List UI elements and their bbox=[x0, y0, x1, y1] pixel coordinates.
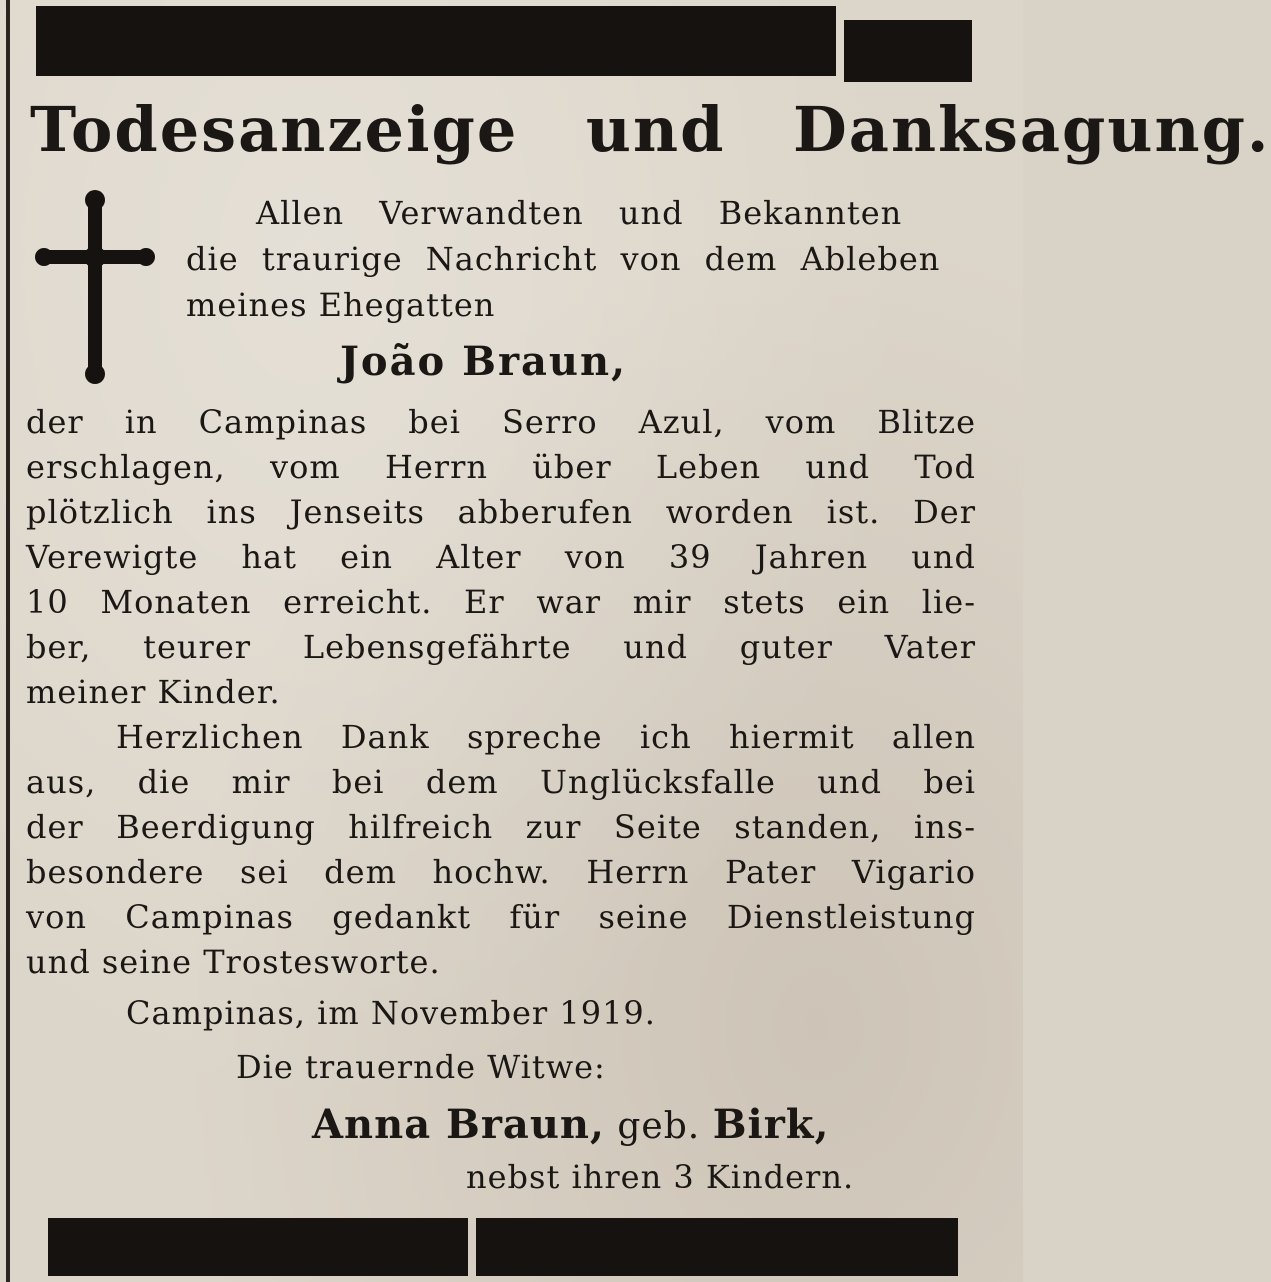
mourning-border-top-left bbox=[36, 6, 836, 76]
headline: Todesanzeige und Danksagung. bbox=[30, 93, 1271, 166]
body-line: erschlagen, vom Herrn über Leben und Tod bbox=[26, 448, 976, 486]
intro-line: die traurige Nachricht von dem Ableben bbox=[186, 240, 941, 278]
intro-text bbox=[186, 190, 976, 328]
body-line: und seine Trostesworte. bbox=[26, 943, 441, 981]
mourning-border-top-right bbox=[844, 20, 972, 82]
mourning-border-bottom-left bbox=[48, 1218, 468, 1276]
body-line: Herzlichen Dank spreche ich hiermit allen bbox=[116, 718, 976, 756]
body-text bbox=[26, 400, 976, 985]
nee-label: geb. bbox=[617, 1106, 701, 1147]
mourner-label: Die trauernde Witwe: bbox=[236, 1048, 606, 1086]
body-line: plötzlich ins Jenseits abberufen worden ist. Der bbox=[26, 493, 976, 531]
body-line: 10 Monaten erreicht. Er war mir stets ein lie- bbox=[26, 583, 976, 621]
cross-icon bbox=[34, 188, 156, 386]
body-line: von Campinas gedankt für seine Dienstleistung bbox=[26, 898, 976, 936]
body-line: aus, die mir bei dem Unglücksfalle und bei bbox=[26, 763, 976, 801]
deceased-name: João Braun, bbox=[340, 338, 628, 385]
mourning-border-bottom-right bbox=[476, 1218, 958, 1276]
children-line: nebst ihren 3 Kindern. bbox=[466, 1158, 855, 1196]
signature bbox=[312, 1098, 972, 1154]
body-line: ber, teurer Lebensgefährte und guter Vater bbox=[26, 628, 976, 666]
column-rule bbox=[6, 0, 10, 1282]
signature-name: Anna Braun, bbox=[312, 1101, 605, 1148]
body-line: meiner Kinder. bbox=[26, 673, 281, 711]
place-date: Campinas, im November 1919. bbox=[126, 994, 656, 1032]
body-line: besondere sei dem hochw. Herrn Pater Vigario bbox=[26, 853, 976, 891]
body-line: Verewigte hat ein Alter von 39 Jahren und bbox=[26, 538, 976, 576]
body-line: der Beerdigung hilfreich zur Seite standen, ins- bbox=[26, 808, 976, 846]
maiden-name: Birk, bbox=[712, 1101, 830, 1148]
intro-line: meines Ehegatten bbox=[186, 286, 496, 324]
body-line: der in Campinas bei Serro Azul, vom Blitze bbox=[26, 403, 976, 441]
intro-line: Allen Verwandten und Bekannten bbox=[256, 194, 903, 232]
